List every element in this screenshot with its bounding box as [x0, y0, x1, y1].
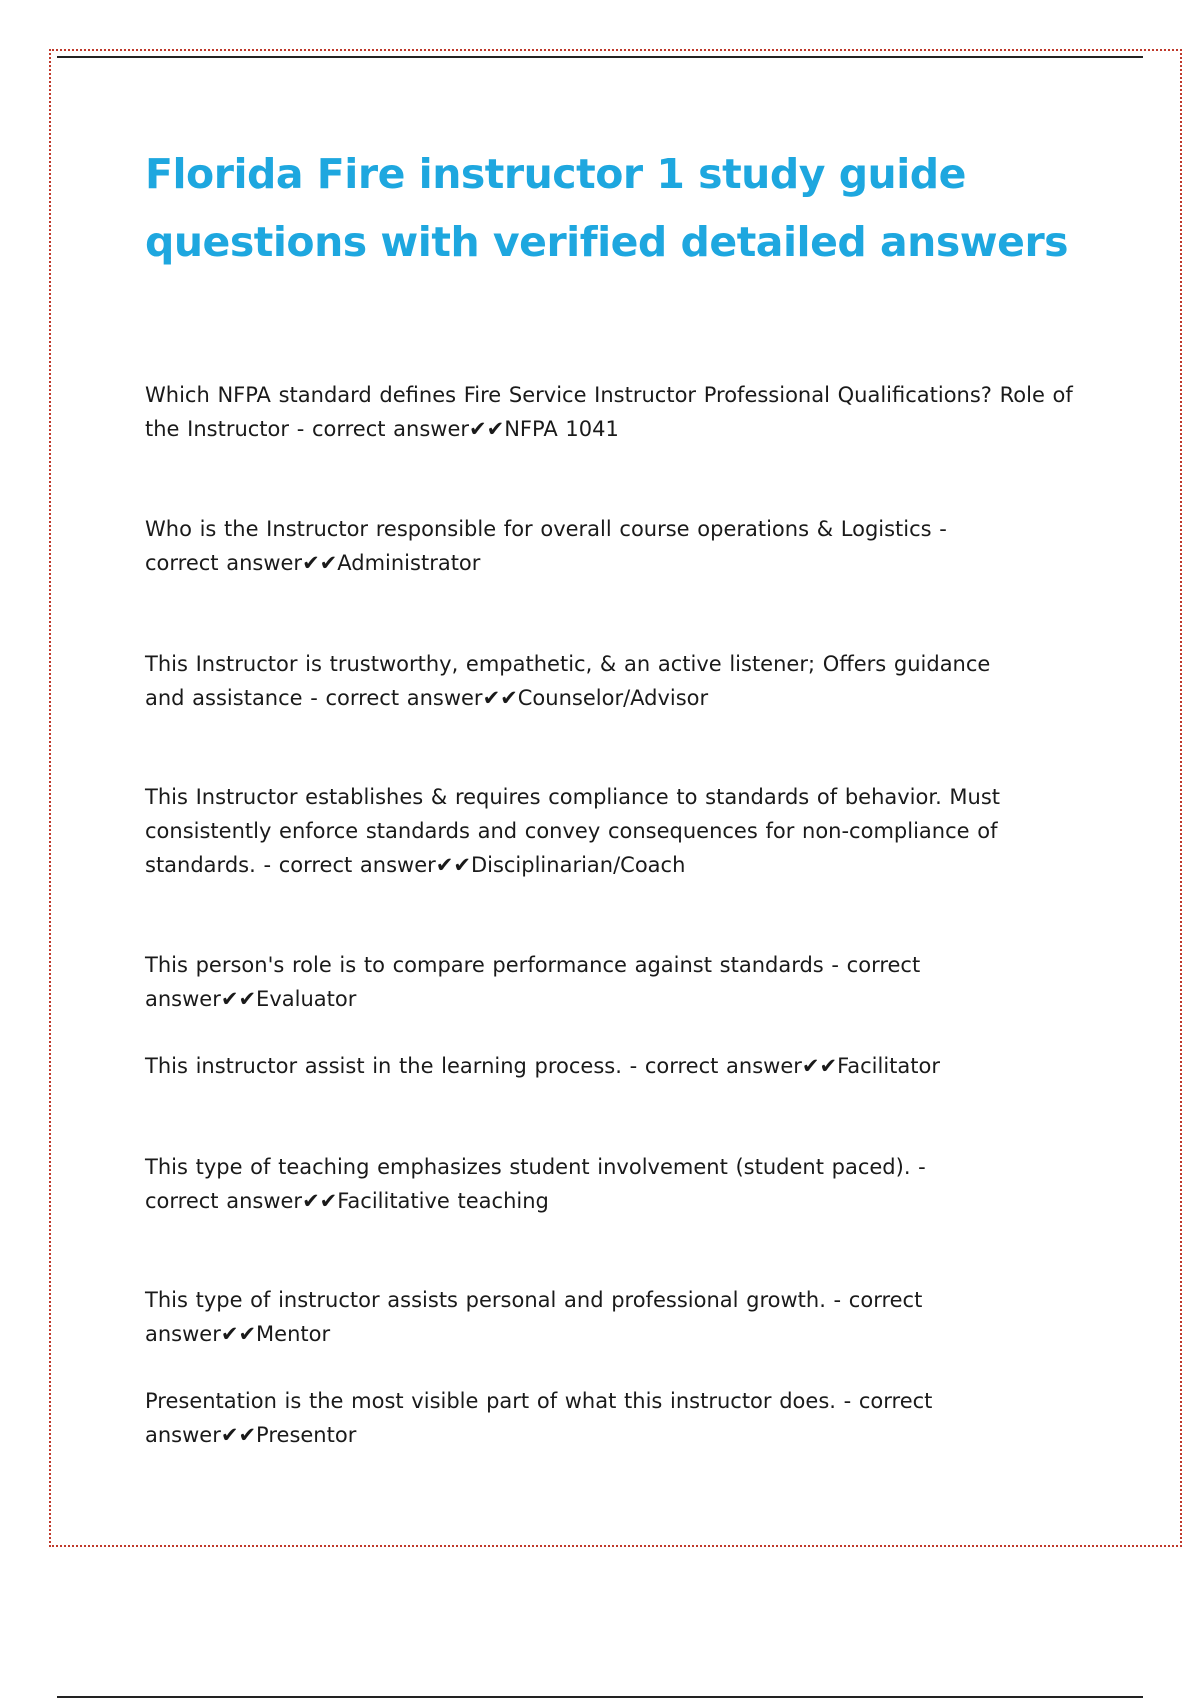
question-text: This Instructor is trustworthy, empathetic, & an active listener; Offers guidance and assistance - correct answer	[145, 652, 991, 710]
question-text: This instructor assist in the learning process. - correct answer	[145, 1054, 802, 1078]
top-rule	[57, 56, 1143, 58]
answer-text: ✔✔NFPA 1041	[469, 417, 619, 441]
qa-item-4	[145, 780, 1095, 882]
question-text: Presentation is the most visible part of what this instructor does. - correct answer	[145, 1389, 933, 1447]
answer-text: ✔✔Facilitative teaching	[302, 1189, 549, 1213]
question-text: This Instructor establishes & requires compliance to standards of behavior. Must consistently enforce standards and convey consequences for non-compliance of standards. - correct answer	[145, 785, 1001, 877]
answer-text: ✔✔Mentor	[220, 1322, 331, 1346]
qa-item-3	[145, 647, 1015, 715]
qa-item-6	[145, 1049, 1095, 1083]
answer-text: ✔✔Administrator	[302, 551, 481, 575]
answer-text: ✔✔Counselor/Advisor	[482, 686, 709, 710]
bottom-rule	[57, 1696, 1143, 1698]
answer-text: ✔✔Evaluator	[220, 987, 357, 1011]
question-text: This type of instructor assists personal and professional growth. - correct answer	[145, 1288, 923, 1346]
question-text: This person's role is to compare performance against standards - correct answer	[145, 953, 921, 1011]
qa-item-9	[145, 1384, 945, 1452]
question-text: Which NFPA standard defines Fire Service Instructor Professional Qualifications? Role of the Instructor - correct answer	[145, 383, 1073, 441]
qa-item-5	[145, 948, 1115, 1016]
question-text: This type of teaching emphasizes student involvement (student paced). - correct answer	[145, 1155, 926, 1213]
qa-item-7	[145, 1150, 995, 1218]
answer-text: ✔✔Disciplinarian/Coach	[435, 853, 686, 877]
answer-text: ✔✔Facilitator	[801, 1054, 940, 1078]
document-title: Florida Fire instructor 1 study guide questions with verified detailed answers	[145, 150, 1069, 266]
question-text: Who is the Instructor responsible for overall course operations & Logistics - correct answer	[145, 517, 947, 575]
qa-item-2	[145, 512, 1015, 580]
answer-text: ✔✔Presentor	[220, 1423, 357, 1447]
qa-item-1	[145, 378, 1095, 446]
qa-item-8	[145, 1283, 1115, 1351]
